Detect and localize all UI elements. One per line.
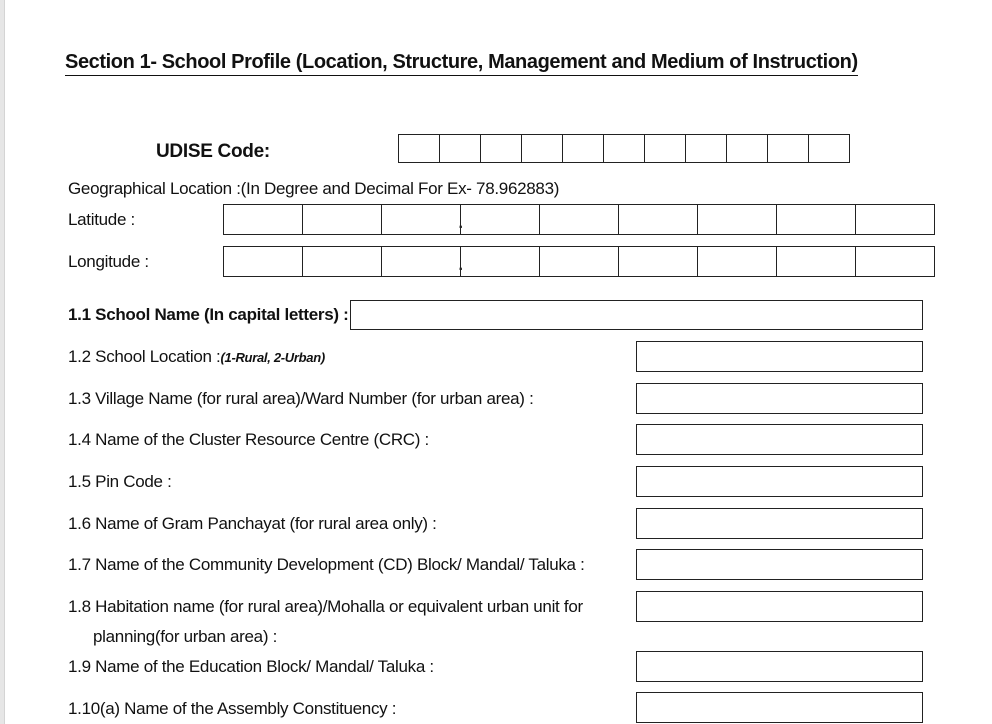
udise-code-cell[interactable]: [644, 134, 686, 163]
section-title: Section 1- School Profile (Location, Structure, Management and Medium of Instruction): [65, 50, 858, 76]
udise-code-cell[interactable]: [398, 134, 440, 163]
longitude-digit-cell[interactable]: [381, 246, 461, 277]
udise-code-cell[interactable]: [685, 134, 727, 163]
longitude-digit-cell[interactable]: [302, 246, 382, 277]
latitude-digit-cell[interactable]: [539, 204, 619, 235]
udise-code-cell[interactable]: [439, 134, 481, 163]
udise-code-cell[interactable]: [726, 134, 768, 163]
latitude-digit-cell[interactable]: [302, 204, 382, 235]
school-name-label: 1.1 School Name (In capital letters) :: [68, 305, 349, 324]
cd-block-label: 1.7 Name of the Community Development (CD) Block/ Mandal/ Taluka :: [68, 555, 585, 574]
habitation-label-line2: planning(for urban area) :: [93, 627, 278, 646]
gram-panchayat-field[interactable]: [636, 508, 923, 539]
school-location-field[interactable]: [636, 341, 923, 372]
school-location-label: [68, 347, 325, 368]
udise-code-cell[interactable]: [480, 134, 522, 163]
village-name-field[interactable]: [636, 383, 923, 414]
habitation-field[interactable]: [636, 591, 923, 622]
school-location-note: (1-Rural, 2-Urban): [220, 350, 325, 365]
village-name-label: 1.3 Village Name (for rural area)/Ward Number (for urban area) :: [68, 389, 534, 408]
longitude-digit-cell[interactable]: [776, 246, 856, 277]
longitude-decimal-point: .: [458, 257, 463, 274]
udise-code-cell[interactable]: [808, 134, 850, 163]
gram-panchayat-label: 1.6 Name of Gram Panchayat (for rural area only) :: [68, 514, 437, 533]
latitude-digit-cell[interactable]: [855, 204, 935, 235]
page-edge: [0, 0, 5, 724]
geo-location-heading: Geographical Location :(In Degree and Decimal For Ex- 78.962883): [68, 179, 560, 198]
crc-name-field[interactable]: [636, 424, 923, 455]
udise-code-cell[interactable]: [521, 134, 563, 163]
latitude-digit-cell[interactable]: [460, 204, 540, 235]
assembly-constituency-label: 1.10(a) Name of the Assembly Constituency :: [68, 699, 397, 718]
longitude-digit-cell[interactable]: [539, 246, 619, 277]
longitude-label: Longitude :: [68, 252, 149, 271]
udise-code-cell[interactable]: [767, 134, 809, 163]
udise-code-cell[interactable]: [603, 134, 645, 163]
udise-code-cell[interactable]: [562, 134, 604, 163]
longitude-digit-cell[interactable]: [697, 246, 777, 277]
latitude-digit-cell[interactable]: [381, 204, 461, 235]
longitude-digit-cell[interactable]: [618, 246, 698, 277]
latitude-decimal-point: .: [458, 215, 463, 232]
longitude-digit-cell[interactable]: [460, 246, 540, 277]
latitude-digit-cell[interactable]: [776, 204, 856, 235]
education-block-field[interactable]: [636, 651, 923, 682]
longitude-boxes[interactable]: [223, 246, 935, 277]
latitude-digit-cell[interactable]: [697, 204, 777, 235]
latitude-digit-cell[interactable]: [618, 204, 698, 235]
cd-block-field[interactable]: [636, 549, 923, 580]
longitude-digit-cell[interactable]: [223, 246, 303, 277]
pin-code-field[interactable]: [636, 466, 923, 497]
school-location-text: 1.2 School Location :: [68, 347, 221, 366]
pin-code-label: 1.5 Pin Code :: [68, 472, 172, 491]
latitude-boxes[interactable]: [223, 204, 935, 235]
school-name-field[interactable]: [350, 300, 923, 330]
habitation-label-line1: 1.8 Habitation name (for rural area)/Mohalla or equivalent urban unit for: [68, 597, 583, 616]
assembly-constituency-field[interactable]: [636, 692, 923, 723]
latitude-label: Latitude :: [68, 210, 135, 229]
udise-code-label: UDISE Code:: [156, 141, 270, 162]
crc-name-label: 1.4 Name of the Cluster Resource Centre (CRC) :: [68, 430, 429, 449]
udise-code-boxes[interactable]: [398, 134, 850, 163]
latitude-digit-cell[interactable]: [223, 204, 303, 235]
longitude-digit-cell[interactable]: [855, 246, 935, 277]
education-block-label: 1.9 Name of the Education Block/ Mandal/ Taluka :: [68, 657, 434, 676]
